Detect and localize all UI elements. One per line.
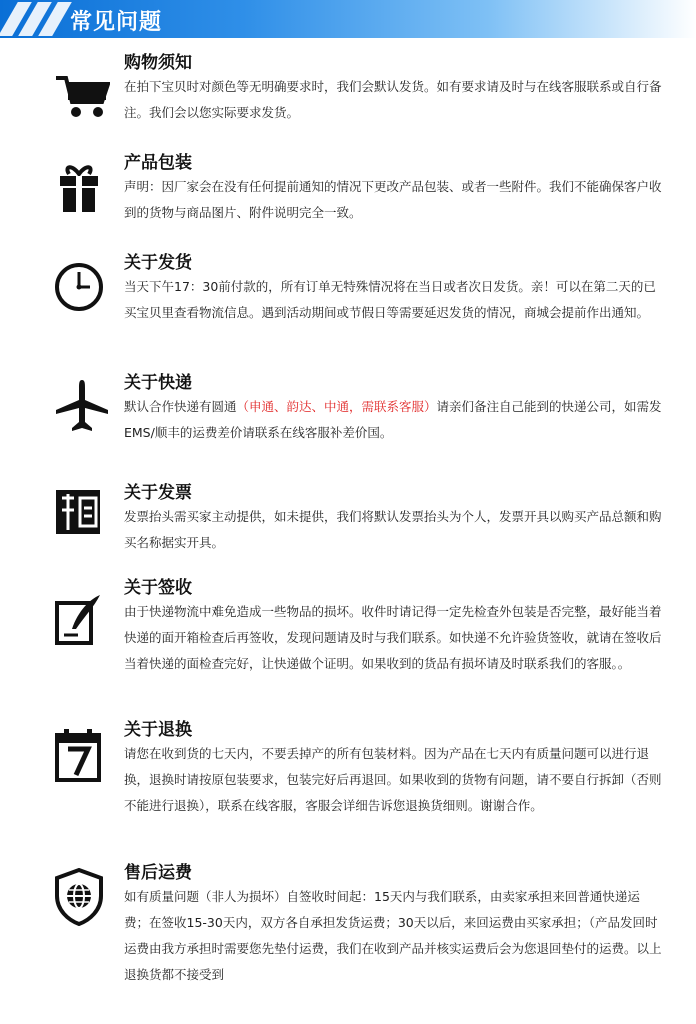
section-body: 发票抬头需买家主动提供，如未提供，我们将默认发票抬头为个人，发票开具以购买产品总额和购买名称据实开具。 xyxy=(124,509,662,550)
airplane-icon xyxy=(54,378,104,428)
shield-globe-icon xyxy=(54,868,104,918)
gift-icon xyxy=(54,164,104,214)
section-title: 关于快递 xyxy=(124,373,192,393)
section-title: 关于发货 xyxy=(124,253,192,273)
section-packaging xyxy=(0,148,696,238)
section-shipping xyxy=(0,248,696,360)
quill-sign-icon xyxy=(54,593,104,643)
section-title: 购物须知 xyxy=(124,53,192,73)
section-body: 如有质量问题（非人为损坏）自签收时间起：15天内与我们联系，由卖家承担来回普通快递运费；在签收15-30天内，双方各自承担发货运费；30天以后，来回运费由买家承担；（产品发回时运费由我方承担时需要您先垫付运费，我们在收到产品并核实运费后会为您退回垫付的运费。以上退换货都不接受到 xyxy=(124,889,662,982)
section-body: 在拍下宝贝时对颜色等无明确要求时，我们会默认发货。如有要求请及时与在线客服联系或自行备注。我们会以您实际要求发货。 xyxy=(124,79,662,120)
section-body: 由于快递物流中难免造成一些物品的损坏。收件时请记得一定先检查外包装是否完整，最好能当着快递的面开箱检查后再签收，发现问题请及时与我们联系。如快递不允许验货签收，就请在签收后当着快递的面检查完好，让快递做个证明。如果收到的货品有损坏请及时联系我们的客服。。 xyxy=(124,604,662,671)
clock-icon xyxy=(54,262,104,312)
section-body: 声明：因厂家会在没有任何提前通知的情况下更改产品包装、或者一些附件。我们不能确保客户收到的货物与商品图片、附件说明完全一致。 xyxy=(124,179,662,220)
section-receiving xyxy=(0,573,696,703)
section-invoice xyxy=(0,478,696,568)
section-aftersales-shipping xyxy=(0,858,696,1024)
section-shopping xyxy=(0,48,696,138)
section-title: 关于发票 xyxy=(124,483,192,503)
section-body xyxy=(124,394,664,446)
section-courier xyxy=(0,368,696,458)
section-body: 请您在收到货的七天内，不要丢掉产的所有包装材料。因为产品在七天内有质量问题可以进行退换，退换时请按原包装要求，包装完好后再退回。如果收到的货物有问题，请不要自行拆卸（否则不能进行退换），联系在线客服，客服会详细告诉您退换货细则。谢谢合作。 xyxy=(124,746,662,813)
body-text: 默认合作快递有圆通 xyxy=(124,399,237,414)
section-body: 当天下午17：30前付款的，所有订单无特殊情况将在当日或者次日发货。亲！可以在第二天的已买宝贝里查看物流信息。遇到活动期间或节假日等需要延迟发货的情况，商城会提前作出通知。 xyxy=(124,279,656,320)
page-header xyxy=(0,0,696,38)
tax-invoice-icon xyxy=(54,486,104,536)
section-returns xyxy=(0,715,696,845)
section-title: 产品包装 xyxy=(124,153,192,173)
page-title: 常见问题 xyxy=(70,10,163,35)
body-text: 请亲们备注自己能到的快递公司，如需发EMS/顺丰的运费差价请联系在线客服补差价国。 xyxy=(124,399,662,440)
section-title: 关于退换 xyxy=(124,720,192,740)
calendar-7-icon xyxy=(54,727,104,777)
shopping-cart-icon xyxy=(54,72,104,122)
highlight-text: （申通、韵达、中通，需联系客服） xyxy=(236,399,437,414)
section-title: 关于签收 xyxy=(124,578,192,598)
section-title: 售后运费 xyxy=(124,863,192,883)
